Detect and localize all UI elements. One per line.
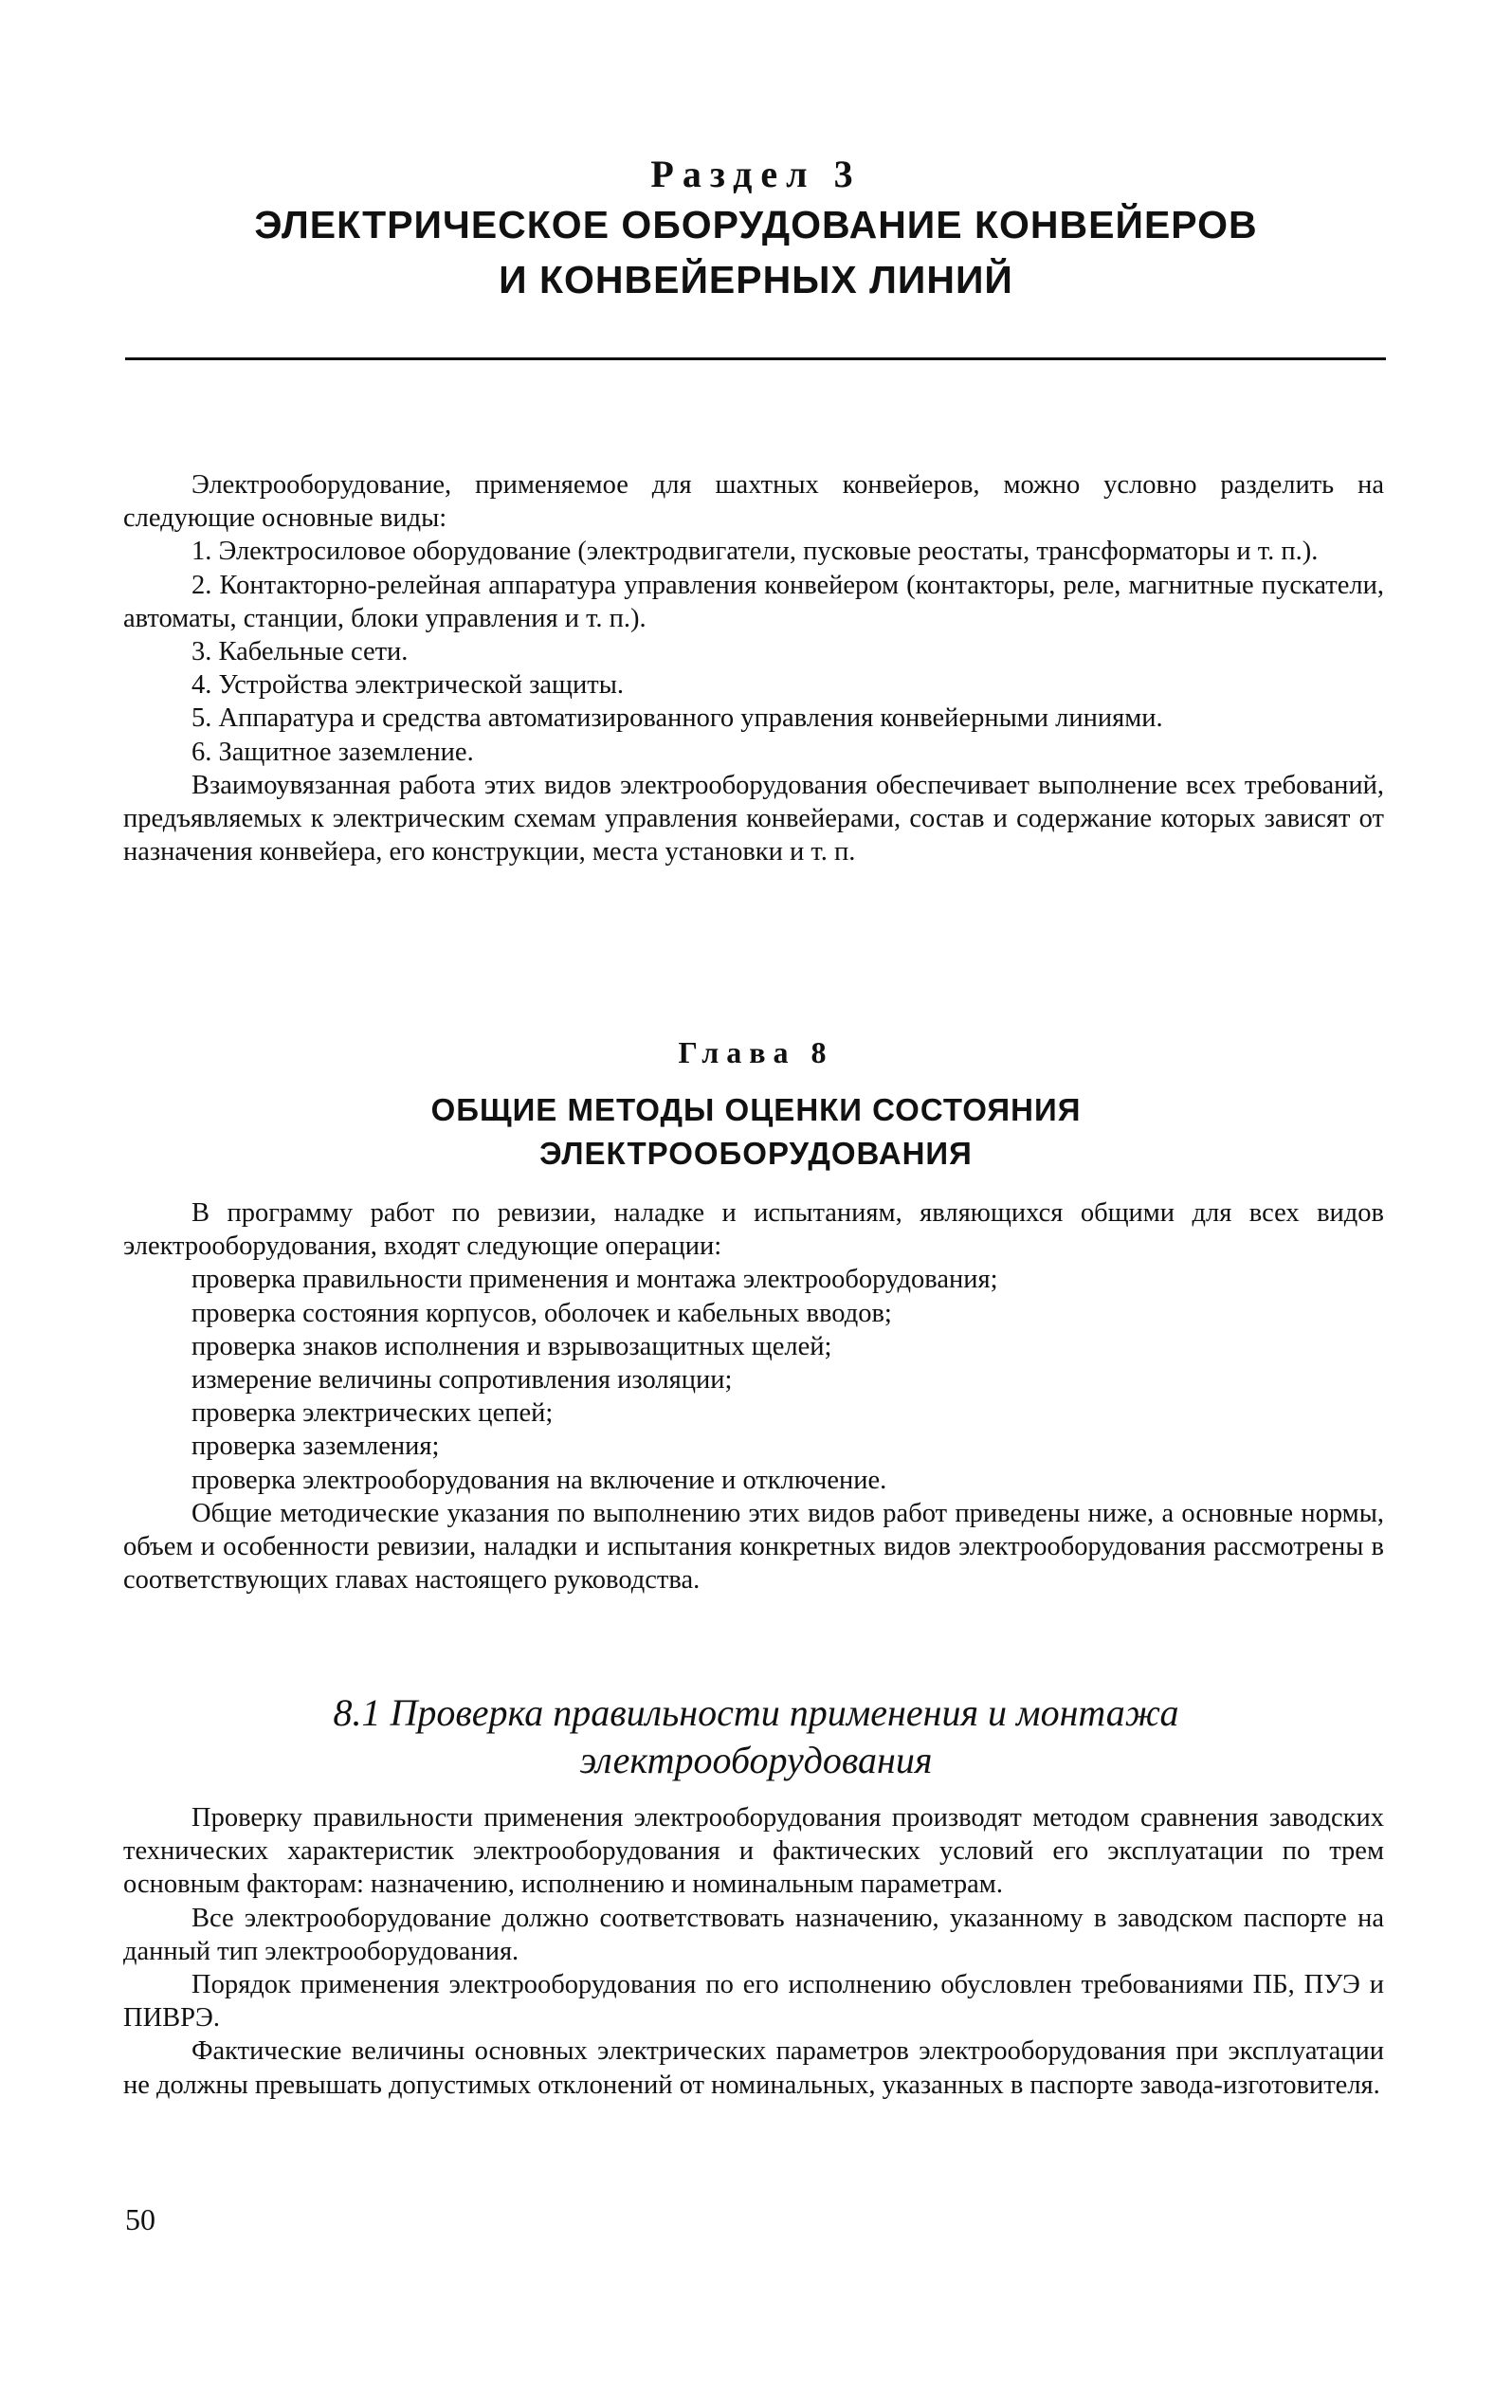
page-number: 50 (125, 2202, 155, 2236)
subsection-paragraph-2: Все электрооборудование должно соответствовать назначению, указанному в заводском паспорте на данный тип электрооборудования. (123, 1903, 1384, 1966)
chapter-lead: В программу работ по ревизии, наладке и испытаниям, являющихся общими для всех видов электрооборудования, входят следующие операции: (123, 1198, 1384, 1262)
chapter-label: Глава 8 (678, 1035, 834, 1069)
list-item: проверка состояния корпусов, оболочек и кабельных вводов; (191, 1298, 892, 1328)
list-item: проверка электрических цепей; (191, 1398, 554, 1429)
list-item: измерение величины сопротивления изоляции; (191, 1365, 733, 1396)
chapter-block (123, 1196, 1384, 1596)
list-item: проверка правильности применения и монтажа электрооборудования; (191, 1265, 998, 1295)
section-title-line-2: И КОНВЕЙЕРНЫХ ЛИНИЙ (499, 258, 1013, 301)
section-divider (125, 357, 1386, 360)
chapter-title-line-2: ЭЛЕКТРООБОРУДОВАНИЯ (539, 1136, 973, 1171)
intro-item-5: 5. Аппаратура и средства автоматизированного управления конвейерными линиями. (191, 703, 1163, 734)
subsection-title-line-1: 8.1 Проверка правильности применения и монтажа (333, 1691, 1179, 1734)
subsection-title (0, 1689, 1512, 1784)
intro-item-2: 2. Контакторно-релейная аппаратура управления конвейером (контакторы, реле, магнитные пускатели, автоматы, станции, блоки управления и т. п.). (123, 570, 1384, 633)
subsection-paragraph-1: Проверку правильности применения электрооборудования производят методом сравнения заводских технических характеристик электрооборудования и фактических условий его эксплуатации по трем основным факторам: назначению, исполнению и номинальным параметрам. (123, 1803, 1384, 1900)
list-item: проверка знаков исполнения и взрывозащитных щелей; (191, 1331, 832, 1361)
intro-item-4: 4. Устройства электрической защиты. (191, 670, 624, 701)
intro-closing: Взаимоувязанная работа этих видов электрооборудования обеспечивает выполнение всех требований, предъявляемых к электрическим схемам управления конвейерами, состав и содержание которых зависят от назначения конвейера, его конструкции, места установки и т. п. (123, 770, 1384, 867)
subsection-paragraph-3: Порядок применения электрооборудования по его исполнению обусловлен требованиями ПБ, ПУЭ и ПИВРЭ. (123, 1970, 1384, 2034)
subsection-title-line-2: электрооборудования (579, 1739, 933, 1781)
intro-item-3: 3. Кабельные сети. (191, 637, 409, 667)
intro-block (123, 468, 1384, 868)
section-title (0, 197, 1512, 307)
subsection-block (123, 1801, 1384, 2102)
intro-lead: Электрооборудование, применяемое для шахтных конвейеров, можно условно разделить на следующие основные виды: (123, 470, 1384, 534)
intro-item-1: 1. Электросиловое оборудование (электродвигатели, пусковые реостаты, трансформаторы и т. п.). (191, 537, 1319, 567)
section-label: Раздел 3 (650, 153, 862, 195)
chapter-closing: Общие методические указания по выполнению этих видов работ приведены ниже, а основные нормы, объем и особенности ревизии, наладки и испытания конкретных видов электрооборудования рассмотрены в соответствующих главах настоящего руководства. (123, 1498, 1384, 1596)
chapter-title (0, 1088, 1512, 1176)
list-item: проверка заземления; (191, 1432, 440, 1462)
intro-item-6: 6. Защитное заземление. (191, 737, 474, 767)
chapter-title-line-1: ОБЩИЕ МЕТОДЫ ОЦЕНКИ СОСТОЯНИЯ (430, 1092, 1082, 1127)
subsection-paragraph-4: Фактические величины основных электрических параметров электрооборудования при эксплуатации не должны превышать допустимых отклонений от номинальных, указанных в паспорте завода-изготовителя. (123, 2036, 1384, 2100)
section-title-line-1: ЭЛЕКТРИЧЕСКОЕ ОБОРУДОВАНИЕ КОНВЕЙЕРОВ (254, 203, 1258, 246)
operations-list (123, 1263, 1384, 1496)
list-item: проверка электрооборудования на включение и отключение. (191, 1465, 887, 1495)
